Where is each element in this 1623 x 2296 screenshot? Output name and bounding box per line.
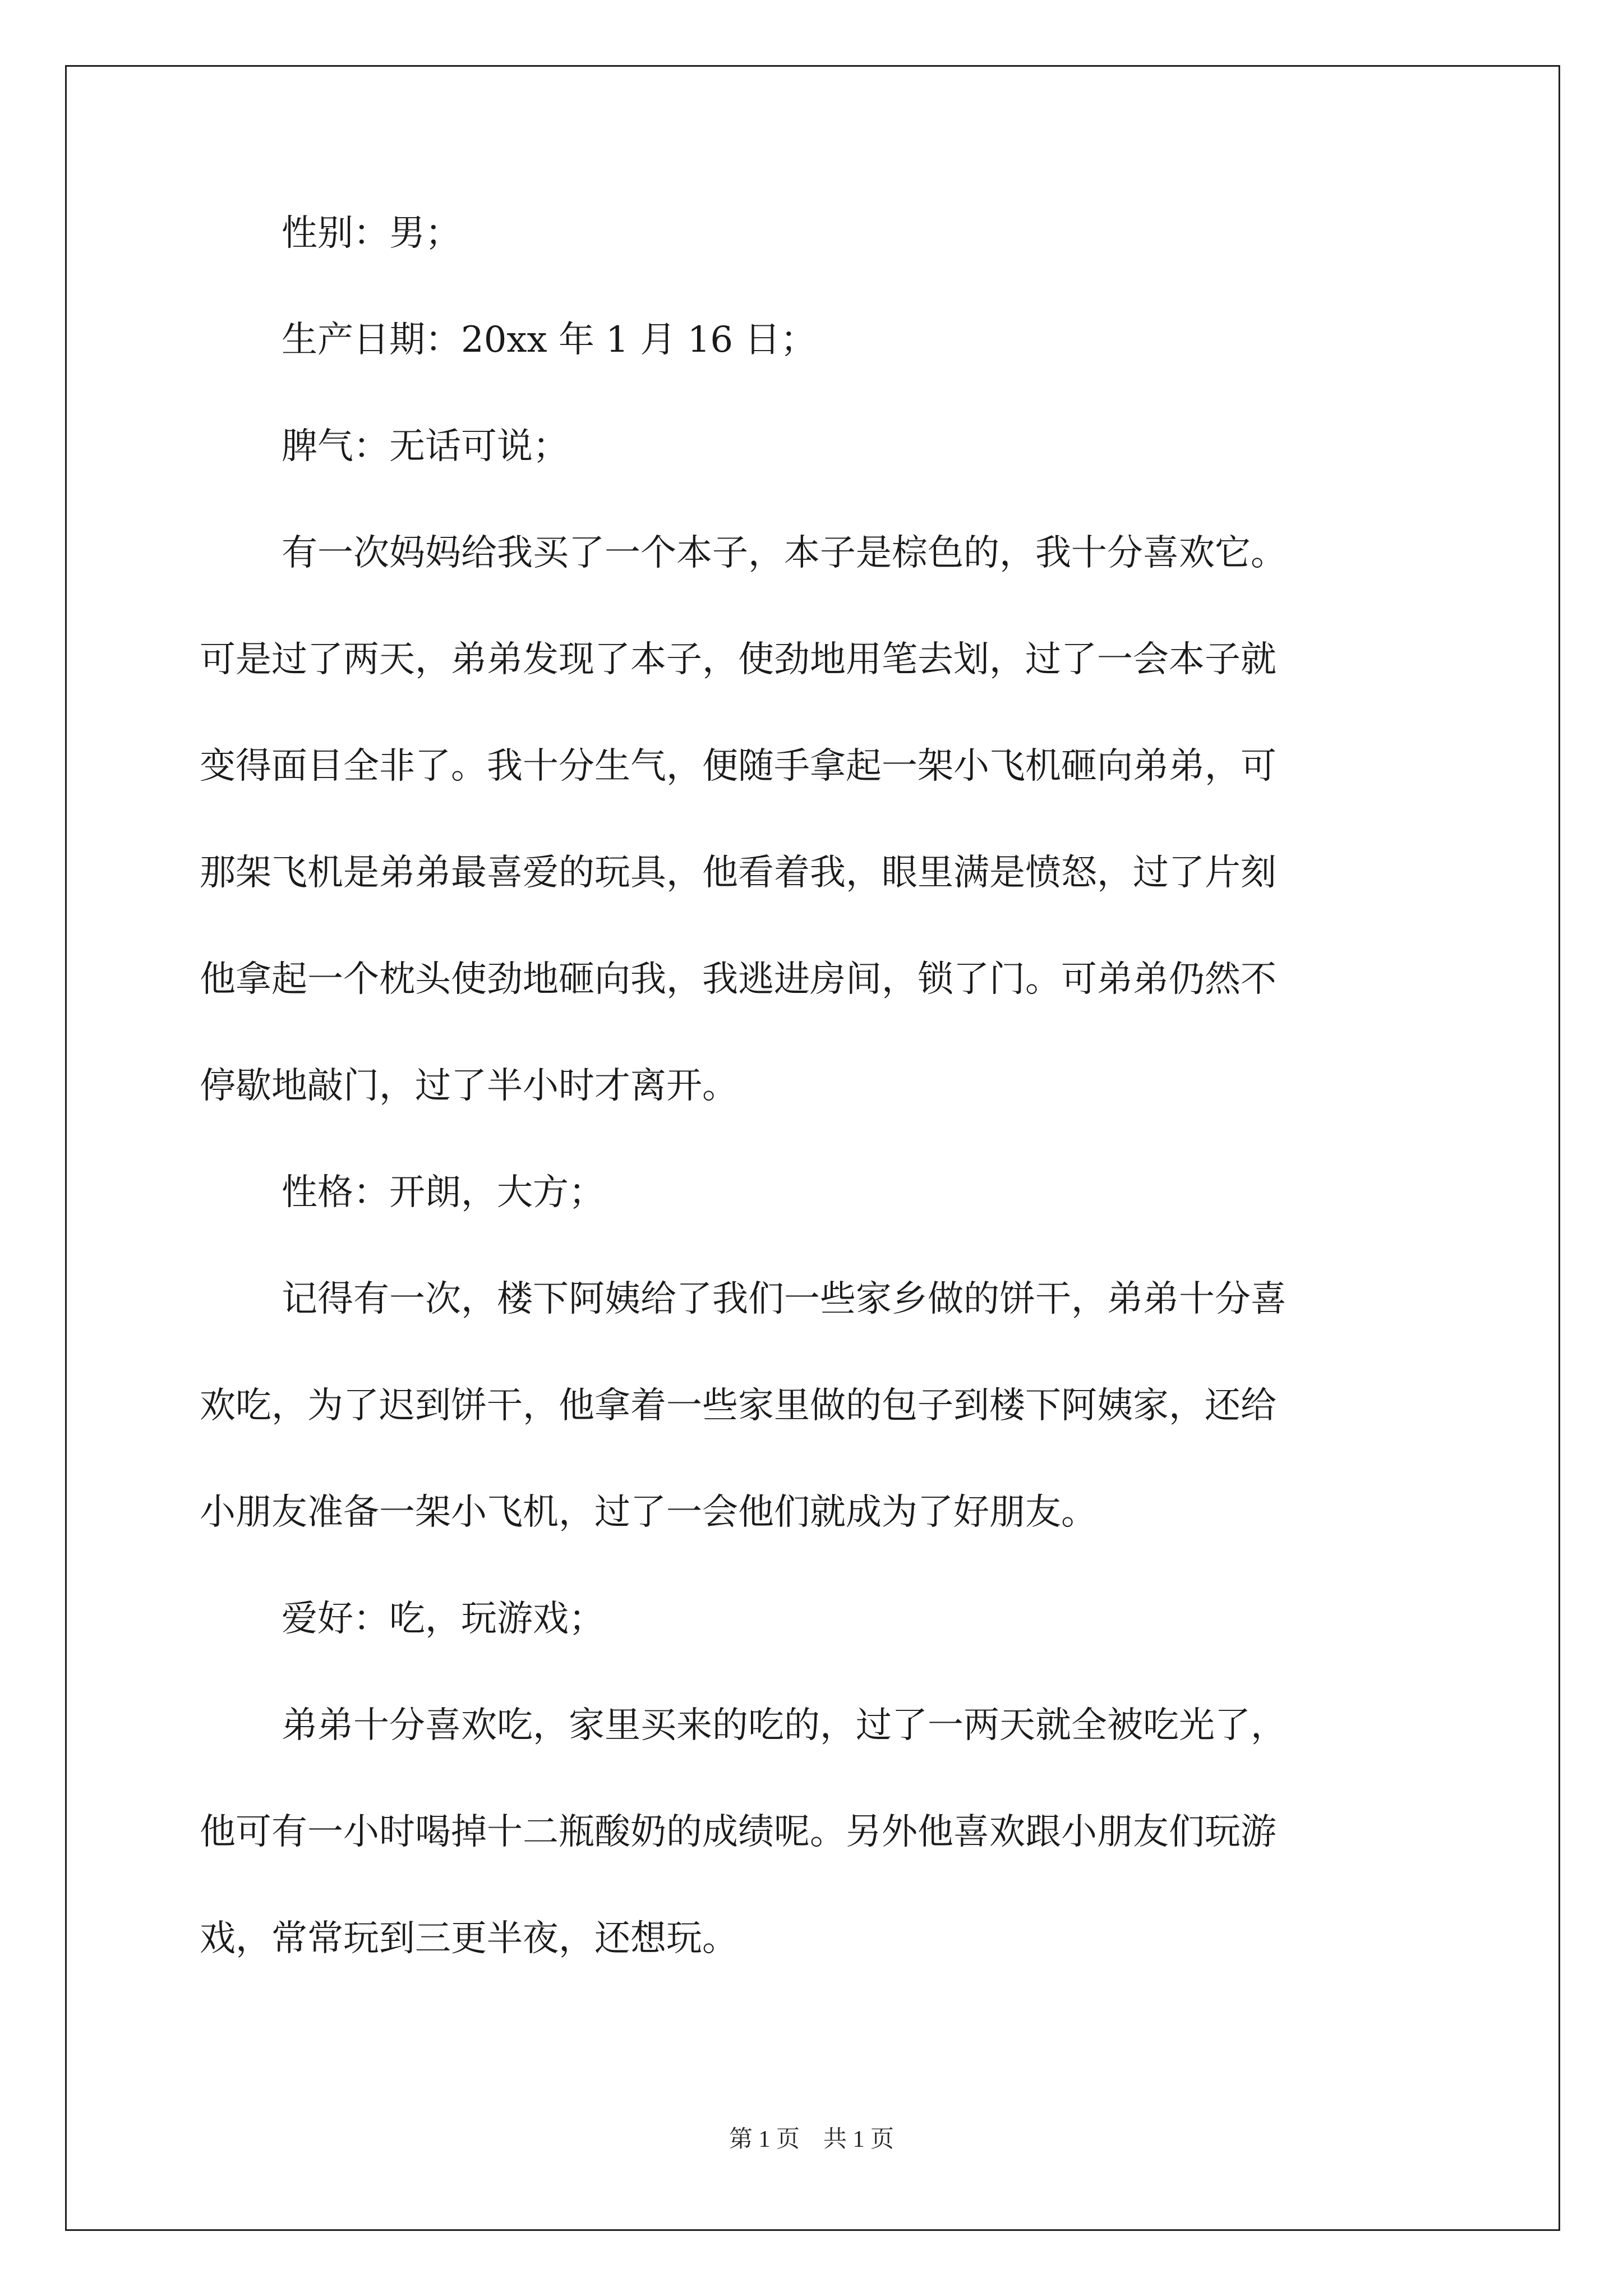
paragraph-line: 脾气：无话可说； — [282, 426, 569, 467]
paragraph-line: 他拿起一个枕头使劲地砸向我，我逃进房间，锁了门。可弟弟仍然不 — [200, 959, 1276, 1000]
paragraph-line: 弟弟十分喜欢吃，家里买来的吃的，过了一两天就全被吃光了， — [282, 1705, 1287, 1746]
paragraph-line: 性别：男； — [282, 213, 461, 254]
paragraph-line: 生产日期：20xx 年 1 月 16 日； — [282, 319, 817, 361]
paragraph-line: 性格：开朗，大方； — [282, 1172, 605, 1213]
paragraph-line: 变得面目全非了。我十分生气，便随手拿起一架小飞机砸向弟弟，可 — [200, 746, 1276, 787]
page-number-footer: 第 1 页 共 1 页 — [728, 2127, 894, 2152]
paragraph-line: 有一次妈妈给我买了一个本子，本子是棕色的，我十分喜欢它。 — [282, 532, 1287, 574]
document-body — [200, 215, 1433, 2027]
paragraph-line: 小朋友准备一架小飞机，过了一会他们就成为了好朋友。 — [200, 1492, 1097, 1533]
paragraph-line: 可是过了两天，弟弟发现了本子，使劲地用笔去划，过了一会本子就 — [200, 639, 1276, 680]
paragraph-line: 他可有一小时喝掉十二瓶酸奶的成绩呢。另外他喜欢跟小朋友们玩游 — [200, 1811, 1276, 1853]
paragraph-line: 停歇地敲门，过了半小时才离开。 — [200, 1065, 738, 1107]
paragraph-line: 那架飞机是弟弟最喜爱的玩具，他看着我，眼里满是愤怒，过了片刻 — [200, 852, 1276, 894]
paragraph-line: 爱好：吃，玩游戏； — [282, 1598, 605, 1640]
paragraph-line: 戏，常常玩到三更半夜，还想玩。 — [200, 1918, 738, 1959]
paragraph-line: 欢吃，为了迟到饼干，他拿着一些家里做的包子到楼下阿姨家，还给 — [200, 1385, 1276, 1427]
paragraph-line: 记得有一次，楼下阿姨给了我们一些家乡做的饼干，弟弟十分喜 — [282, 1278, 1287, 1320]
